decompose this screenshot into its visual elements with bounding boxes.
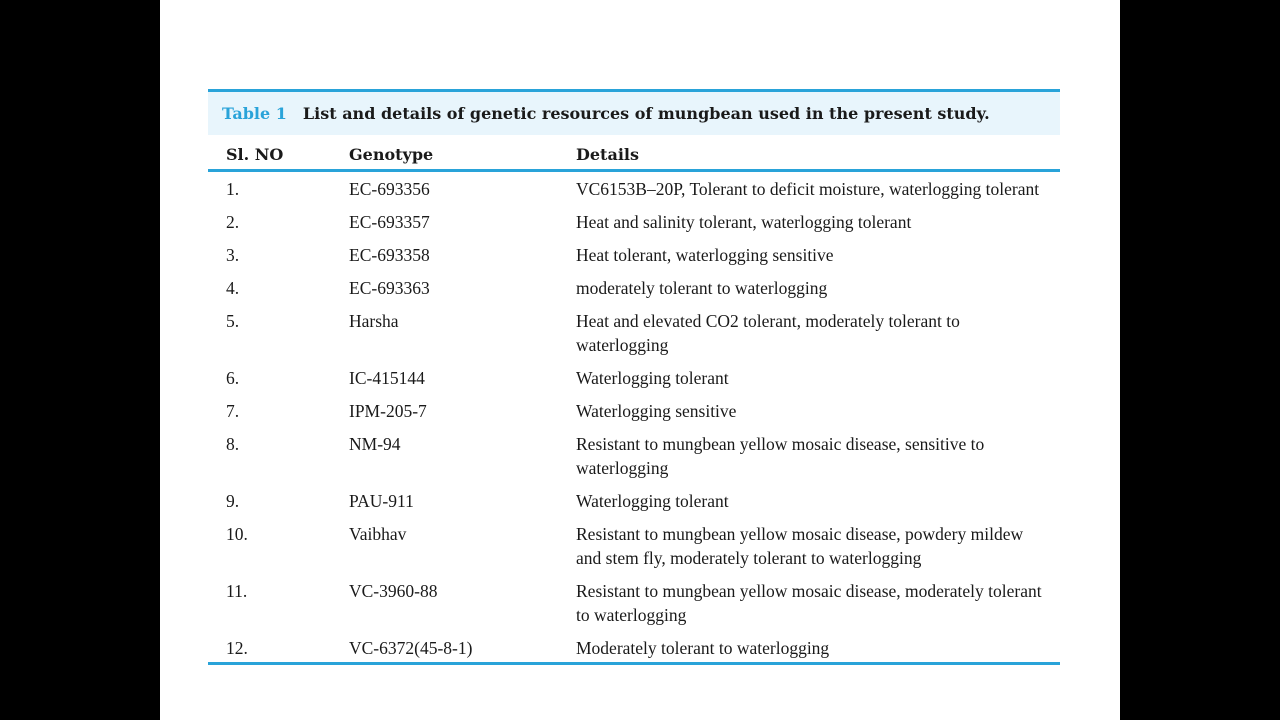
cell-details: Resistant to mungbean yellow mosaic disease, sensitive to waterlogging — [576, 434, 985, 478]
table-caption — [208, 89, 1060, 135]
cell-sl-no: 10. — [226, 524, 248, 544]
cell-sl-no: 6. — [226, 368, 240, 388]
cell-details: Resistant to mungbean yellow mosaic disease, powdery mildew and stem fly, moderately tolerant to waterlogging — [576, 524, 1024, 568]
table-row — [208, 272, 1060, 305]
data-table — [208, 135, 1060, 665]
cell-details: Heat and salinity tolerant, waterlogging tolerant — [576, 212, 912, 232]
cell-sl-no: 1. — [226, 179, 240, 199]
cell-details: Heat tolerant, waterlogging sensitive — [576, 245, 834, 265]
cell-genotype: NM-94 — [349, 434, 401, 454]
cell-genotype: PAU-911 — [349, 491, 414, 511]
cell-details: Heat and elevated CO2 tolerant, moderately tolerant to waterlogging — [576, 311, 960, 355]
genetic-resources-table — [208, 89, 1060, 665]
table-row — [208, 485, 1060, 518]
cell-details: Resistant to mungbean yellow mosaic disease, moderately tolerant to waterlogging — [576, 581, 1042, 625]
cell-genotype: IPM-205-7 — [349, 401, 427, 421]
table-header — [208, 135, 1060, 171]
slide-page — [160, 0, 1120, 720]
cell-genotype: EC-693356 — [349, 179, 430, 199]
table-row — [208, 428, 1060, 485]
cell-genotype: EC-693363 — [349, 278, 430, 298]
cell-genotype: VC-6372(45-8-1) — [349, 632, 576, 664]
cell-details: Moderately tolerant to waterlogging — [576, 632, 1060, 664]
cell-genotype: Harsha — [349, 311, 399, 331]
table-row — [208, 632, 1060, 664]
header-details: Details — [576, 135, 1060, 171]
cell-sl-no: 8. — [226, 434, 240, 454]
header-row — [208, 135, 1060, 171]
cell-sl-no: 2. — [226, 212, 240, 232]
header-genotype: Genotype — [349, 135, 576, 171]
cell-sl-no: 4. — [226, 278, 240, 298]
table-body — [208, 171, 1060, 664]
cell-sl-no: 11. — [226, 581, 248, 601]
cell-genotype: Vaibhav — [349, 524, 407, 544]
table-row — [208, 518, 1060, 575]
header-sl-no: Sl. NO — [208, 135, 349, 171]
table-row — [208, 575, 1060, 632]
cell-details: Waterlogging tolerant — [576, 491, 729, 511]
cell-sl-no: 5. — [226, 311, 240, 331]
cell-sl-no: 3. — [226, 245, 240, 265]
table-row — [208, 206, 1060, 239]
cell-details: moderately tolerant to waterlogging — [576, 278, 828, 298]
cell-details: VC6153B–20P, Tolerant to deficit moisture, waterlogging tolerant — [576, 179, 1040, 199]
table-row — [208, 305, 1060, 362]
cell-genotype: EC-693358 — [349, 245, 430, 265]
table-row — [208, 171, 1060, 207]
table-row — [208, 395, 1060, 428]
table-row — [208, 362, 1060, 395]
cell-details: Waterlogging tolerant — [576, 368, 729, 388]
cell-sl-no: 7. — [226, 401, 240, 421]
cell-details: Waterlogging sensitive — [576, 401, 737, 421]
table-row — [208, 239, 1060, 272]
cell-genotype: VC-3960-88 — [349, 581, 438, 601]
cell-sl-no: 12. — [208, 632, 349, 664]
table-caption-label: Table 1 — [222, 104, 287, 123]
cell-genotype: IC-415144 — [349, 368, 425, 388]
table-caption-title: List and details of genetic resources of mungbean used in the present study. — [302, 104, 990, 123]
cell-sl-no: 9. — [226, 491, 240, 511]
cell-genotype: EC-693357 — [349, 212, 430, 232]
